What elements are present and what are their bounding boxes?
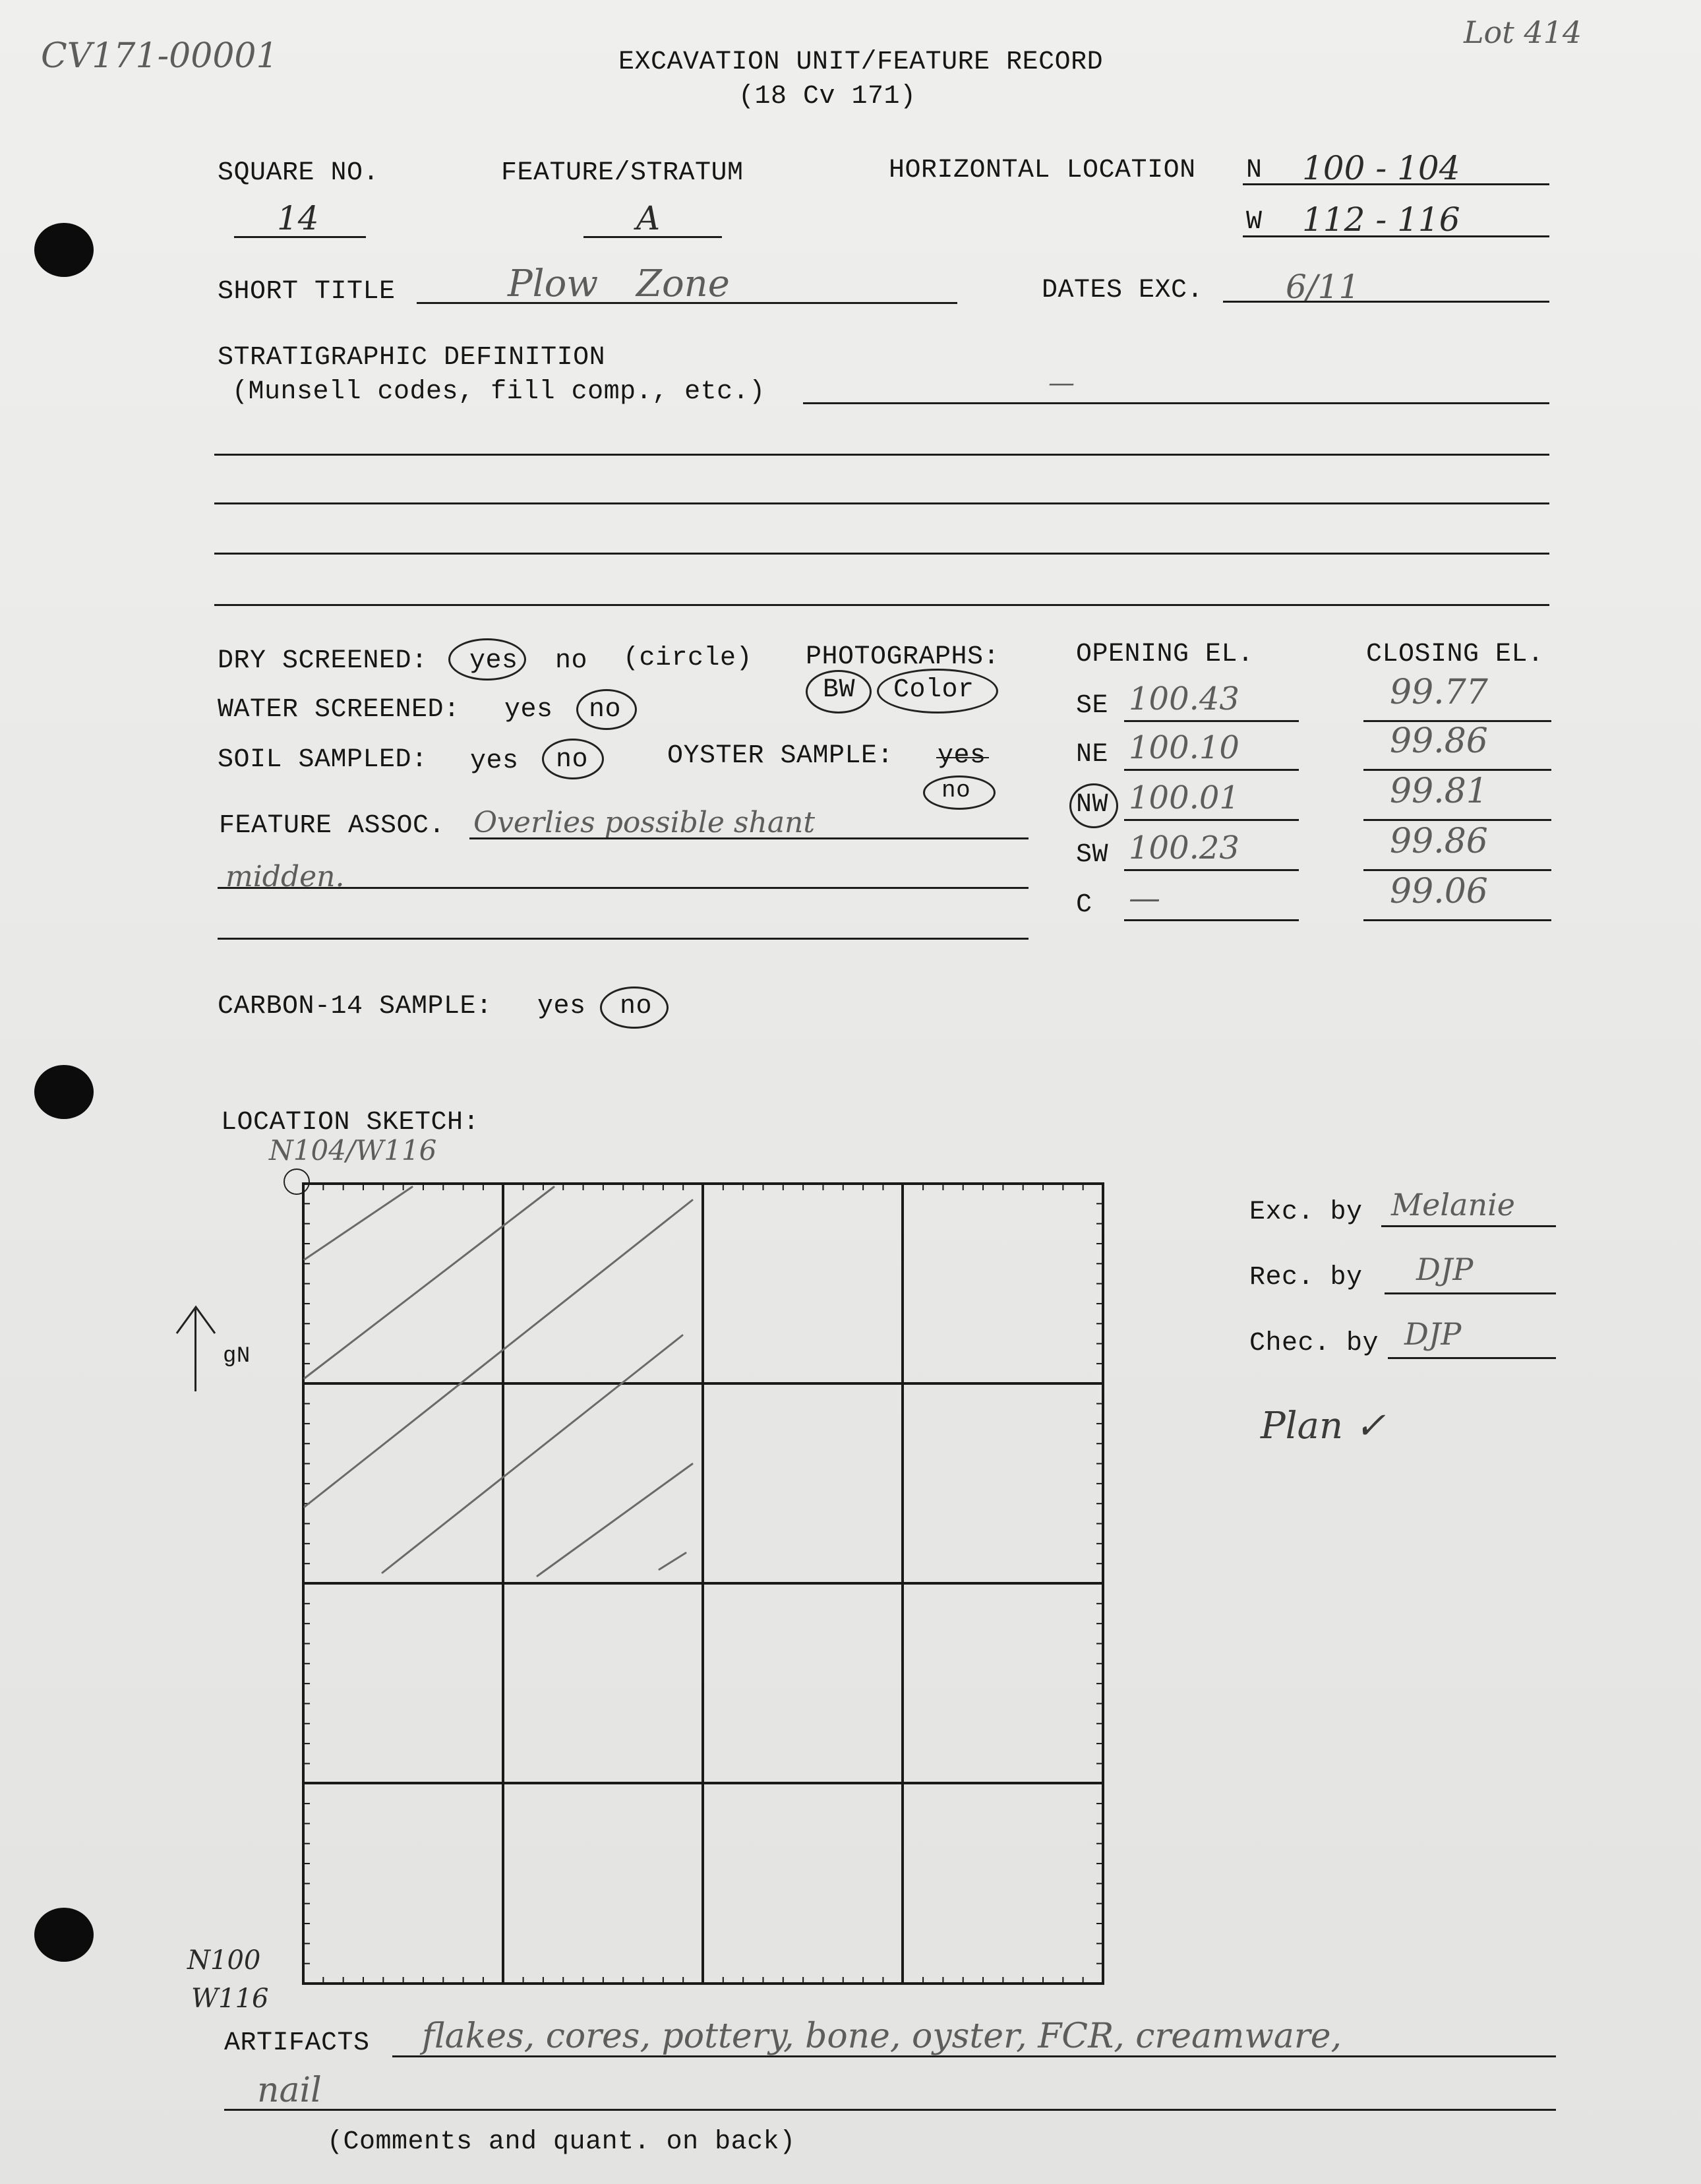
north-label: gN — [223, 1344, 251, 1369]
water-yes: yes — [504, 695, 553, 725]
exc-by-label: Exc. by — [1249, 1198, 1363, 1227]
w-line — [1243, 235, 1549, 237]
elev-closing-line — [1363, 819, 1551, 821]
elev-row-label: SW — [1076, 840, 1109, 870]
feature-value: A — [636, 199, 661, 237]
feature-assoc-line-2 — [218, 887, 1029, 889]
water-screened-label: WATER SCREENED: — [218, 695, 460, 725]
short-title-value: Plow Zone — [508, 262, 730, 305]
rec-by-value: DJP — [1416, 1252, 1474, 1287]
sketch-corner-nw: N104/W116 — [269, 1134, 437, 1167]
water-no: no — [589, 695, 622, 725]
oyster-yes: yes — [938, 741, 986, 771]
artifacts-label: ARTIFACTS — [224, 2028, 370, 2058]
strat-line-4 — [214, 553, 1549, 555]
chec-by-line — [1388, 1357, 1556, 1359]
nw-circle — [1069, 783, 1118, 828]
carbon-label: CARBON-14 SAMPLE: — [218, 992, 492, 1021]
artifacts-line-2 — [224, 2109, 1556, 2111]
closing-el-header: CLOSING EL. — [1366, 640, 1544, 669]
oyster-no: no — [941, 777, 971, 804]
dry-hint: (circle) — [623, 644, 753, 673]
elev-closing-line — [1363, 869, 1551, 871]
artifacts-line-1 — [392, 2055, 1556, 2057]
photo-bw: BW — [823, 675, 856, 705]
strat-value: — — [1048, 368, 1075, 398]
elev-closing-value: 99.06 — [1390, 872, 1488, 911]
north-arrow-icon — [173, 1304, 219, 1337]
strat-sublabel: (Munsell codes, fill comp., etc.) — [232, 377, 765, 407]
chec-by-label: Chec. by — [1249, 1329, 1379, 1358]
lot-number: Lot 414 — [1464, 15, 1582, 50]
n-label: N — [1246, 156, 1263, 185]
exc-by-value: Melanie — [1391, 1187, 1516, 1223]
soil-no-circle — [542, 739, 604, 779]
feature-line — [583, 236, 722, 238]
dry-yes-circle — [448, 638, 526, 681]
elev-opening-value: — — [1129, 880, 1160, 917]
n-line — [1243, 183, 1549, 185]
short-title-label: SHORT TITLE — [218, 277, 396, 307]
binder-hole-middle — [34, 1065, 94, 1119]
artifacts-footer-note: (Comments and quant. on back) — [327, 2127, 796, 2157]
elev-row-label: NW — [1076, 790, 1109, 820]
location-sketch-grid — [290, 1174, 1108, 1998]
location-sketch-label: LOCATION SKETCH: — [221, 1108, 480, 1138]
elev-closing-value: 99.77 — [1390, 673, 1488, 712]
dates-line — [1223, 301, 1549, 303]
strat-line-1 — [803, 402, 1549, 404]
plan-checked-note: Plan ✓ — [1261, 1405, 1386, 1447]
square-label: SQUARE NO. — [218, 158, 380, 188]
elev-opening-line — [1124, 720, 1299, 722]
oyster-yes-strike — [936, 757, 989, 758]
strat-line-5 — [214, 604, 1549, 606]
artifacts-value-1: flakes, cores, pottery, bone, oyster, FCR, creamware, — [422, 2017, 1342, 2056]
elev-row-label: SE — [1076, 691, 1109, 721]
photo-color-circle — [877, 669, 998, 713]
elev-closing-value: 99.86 — [1390, 822, 1488, 861]
feature-assoc-line-1 — [469, 837, 1029, 839]
soil-yes: yes — [470, 746, 519, 776]
elev-row-label: NE — [1076, 740, 1109, 770]
square-value: 14 — [277, 199, 319, 237]
w-value: 112 - 116 — [1302, 200, 1460, 239]
elev-opening-value: 100.43 — [1129, 681, 1239, 717]
rec-by-line — [1385, 1292, 1556, 1294]
elev-closing-line — [1363, 919, 1551, 921]
strat-line-3 — [214, 502, 1549, 504]
oyster-no-circle — [923, 775, 996, 810]
dry-no: no — [555, 646, 588, 676]
feature-label: FEATURE/STRATUM — [501, 158, 744, 188]
elev-closing-value: 99.81 — [1390, 772, 1488, 811]
hatching-strokes — [305, 1187, 692, 1576]
site-number: (18 Cv 171) — [738, 82, 916, 111]
elev-closing-line — [1363, 769, 1551, 771]
soil-no: no — [556, 745, 589, 775]
n-value: 100 - 104 — [1302, 149, 1460, 187]
photo-bw-circle — [806, 670, 872, 713]
rec-by-label: Rec. by — [1249, 1263, 1363, 1292]
w-label: W — [1246, 207, 1263, 237]
sketch-corner-sw-w: W116 — [191, 1984, 269, 2014]
elev-opening-line — [1124, 819, 1299, 821]
feature-assoc-label: FEATURE ASSOC. — [219, 811, 446, 841]
dates-value: 6/11 — [1286, 268, 1360, 306]
strat-line-2 — [214, 454, 1549, 456]
elev-opening-value: 100.10 — [1129, 729, 1239, 766]
carbon-no-circle — [600, 986, 669, 1029]
form-title: EXCAVATION UNIT/FEATURE RECORD — [618, 47, 1104, 77]
dry-yes: yes — [469, 646, 518, 676]
elev-opening-value: 100.23 — [1129, 830, 1239, 866]
feature-assoc-value-2: midden. — [225, 860, 345, 894]
artifacts-value-2: nail — [257, 2071, 322, 2110]
opening-el-header: OPENING EL. — [1076, 640, 1254, 669]
horizontal-label: HORIZONTAL LOCATION — [889, 156, 1196, 185]
photographs-label: PHOTOGRAPHS: — [806, 642, 1000, 672]
short-title-line — [417, 302, 957, 304]
carbon-yes: yes — [537, 992, 586, 1021]
elev-row-label: C — [1076, 890, 1092, 920]
doc-id: CV171-00001 — [41, 36, 278, 76]
sketch-corner-sw-n: N100 — [187, 1945, 261, 1976]
exc-by-line — [1381, 1225, 1556, 1227]
soil-sampled-label: SOIL SAMPLED: — [218, 745, 428, 775]
photo-color: Color — [893, 675, 974, 705]
elev-opening-line — [1124, 769, 1299, 771]
elev-opening-value: 100.01 — [1129, 779, 1239, 816]
strat-label: STRATIGRAPHIC DEFINITION — [218, 343, 606, 373]
feature-assoc-value-1: Overlies possible shant — [473, 806, 816, 839]
elev-closing-value: 99.86 — [1390, 721, 1488, 761]
water-no-circle — [576, 689, 637, 730]
elev-opening-line — [1124, 919, 1299, 921]
feature-assoc-line-3 — [218, 938, 1029, 940]
oyster-label: OYSTER SAMPLE: — [667, 741, 894, 771]
dates-label: DATES EXC. — [1042, 276, 1204, 305]
carbon-no: no — [620, 992, 653, 1021]
binder-hole-top — [34, 223, 94, 277]
grid-lines — [303, 1184, 1103, 1984]
square-line — [234, 236, 366, 238]
binder-hole-bottom — [34, 1908, 94, 1962]
chec-by-value: DJP — [1404, 1316, 1462, 1352]
dry-screened-label: DRY SCREENED: — [218, 646, 428, 676]
elev-opening-line — [1124, 869, 1299, 871]
